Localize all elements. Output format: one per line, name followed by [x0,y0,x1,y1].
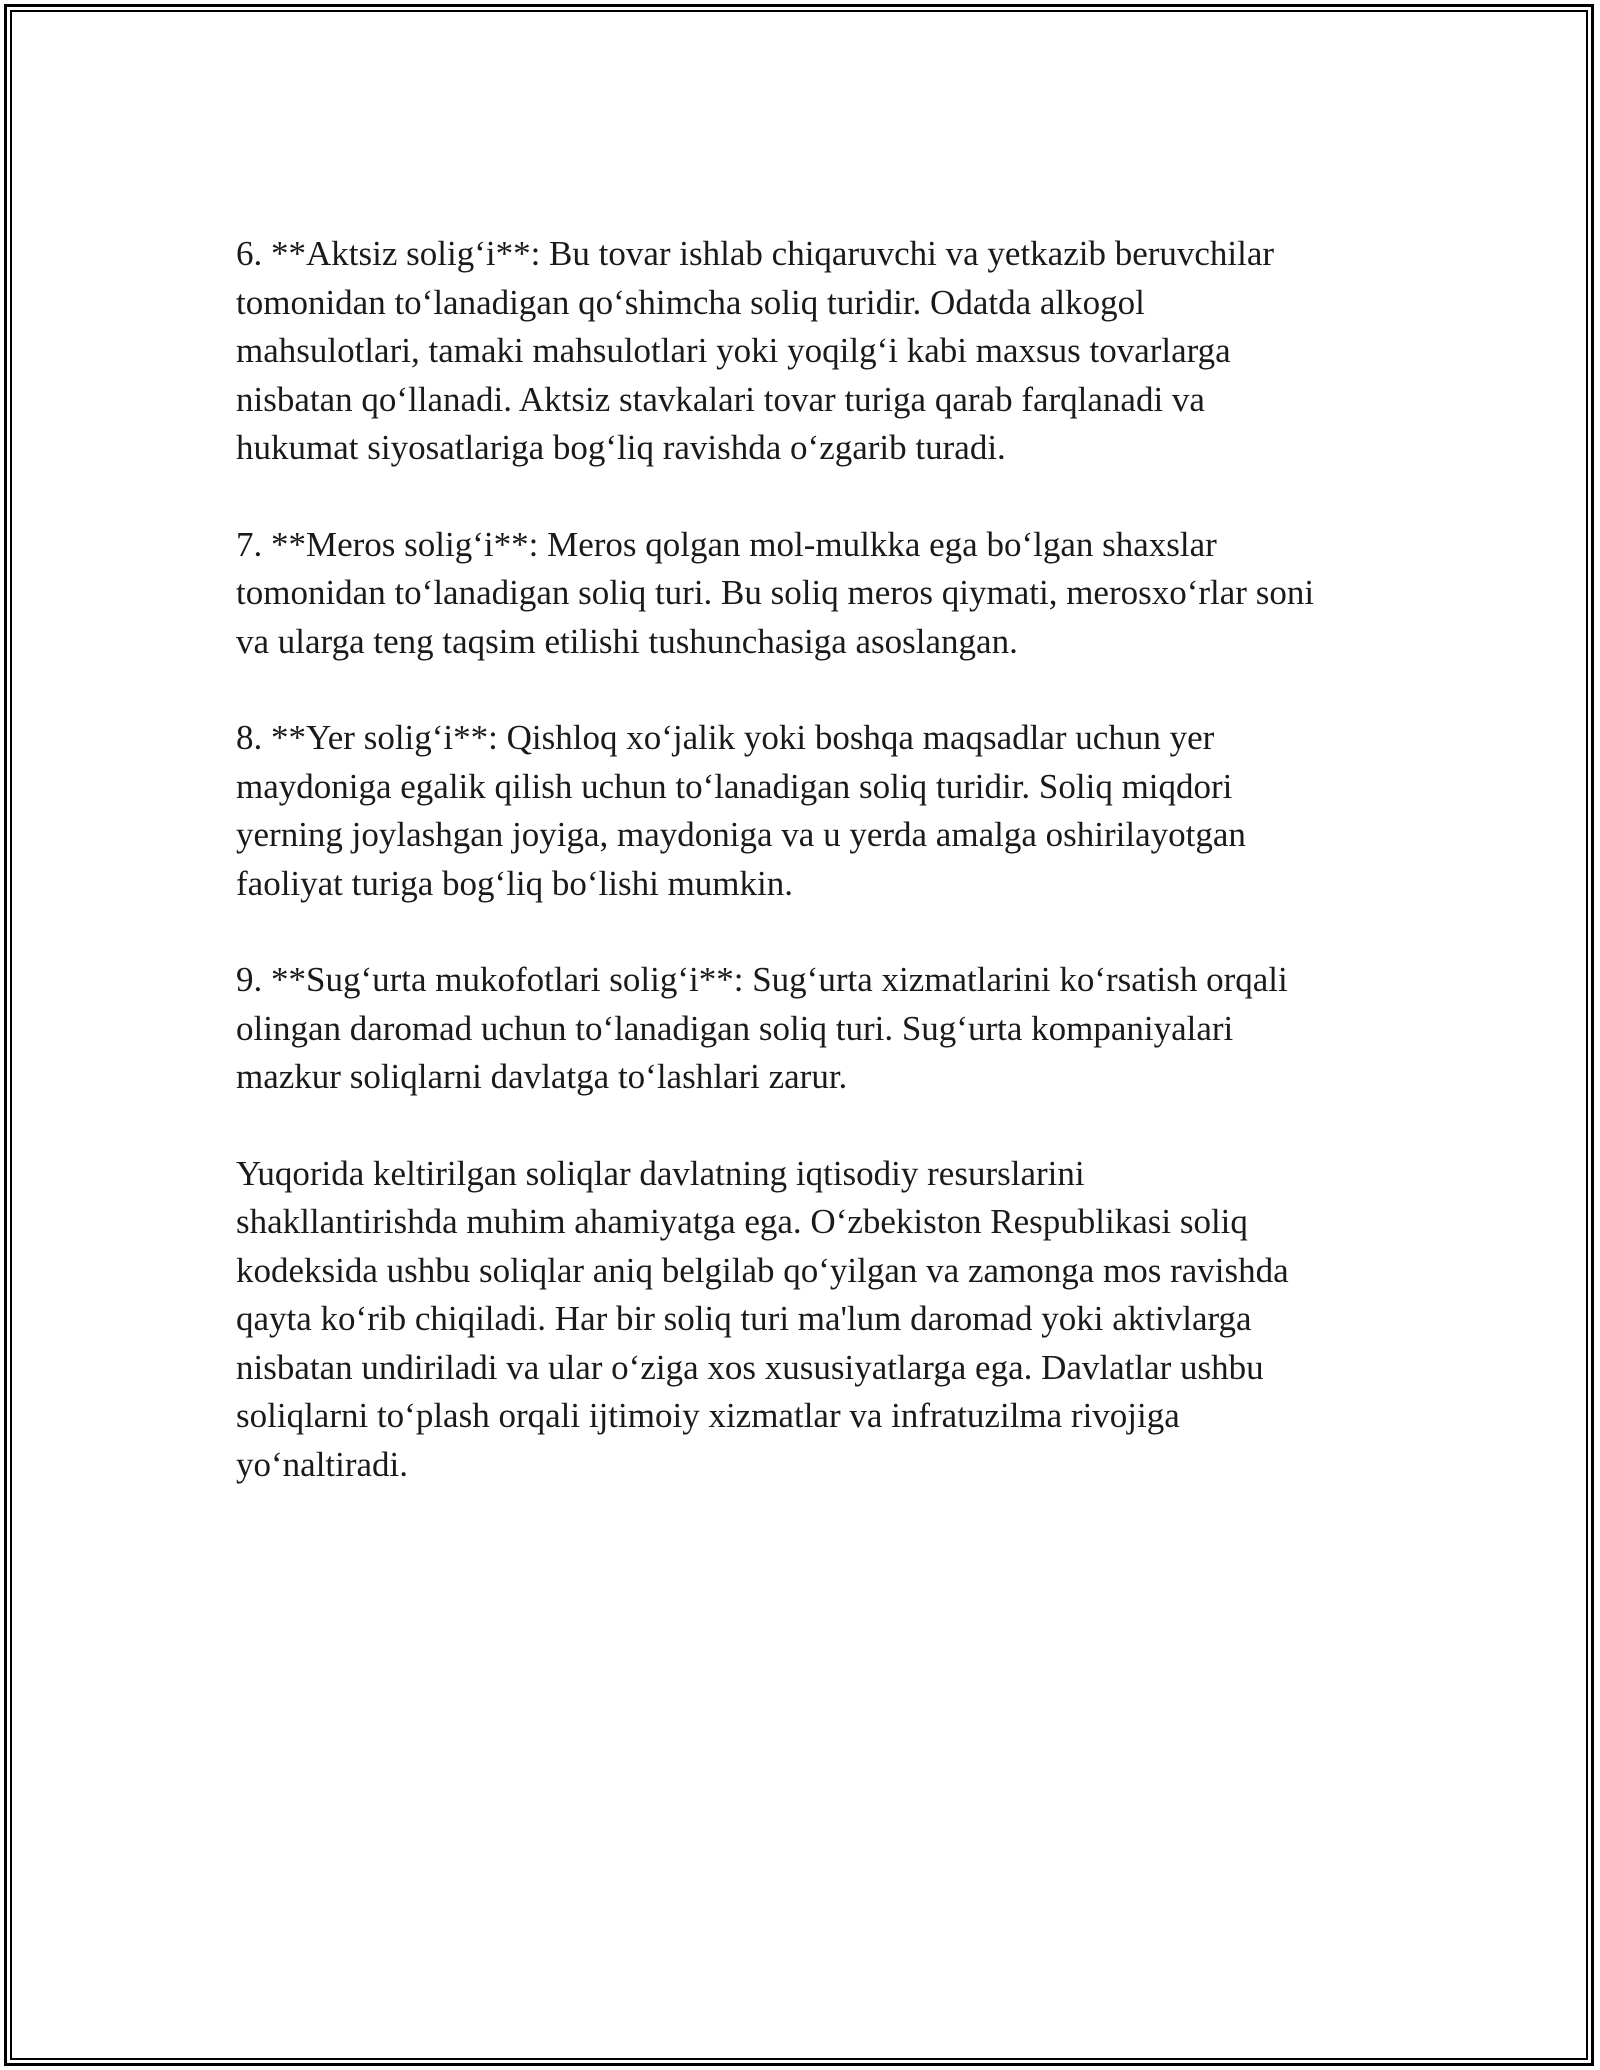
text-line: soliqlarni to‘plash orqali ijtimoiy xizmatlar va infratuzilma rivojiga [236,1396,1180,1435]
text-line: maydoniga egalik qilish uchun to‘lanadigan soliq turidir. Soliq miqdori [236,766,1233,806]
text-line: olingan daromad uchun to‘lanadigan soliq turi. Sug‘urta kompaniyalari [236,1008,1234,1048]
text-line: qayta ko‘rib chiqiladi. Har bir soliq turi ma'lum daromad yoki aktivlarga [236,1299,1252,1338]
text-line: nisbatan undiriladi va ular o‘ziga xos xususiyatlarga ega. Davlatlar ushbu [236,1347,1264,1387]
paragraph-aktsiz-soligi [236,230,1376,473]
text-line: 8. **Yer solig‘i**: Qishloq xo‘jalik yoki boshqa maqsadlar uchun yer [236,718,1215,757]
text-line: faoliyat turiga bog‘liq bo‘lishi mumkin. [236,863,794,903]
text-line: mazkur soliqlarni davlatga to‘lashlari zarur. [236,1057,848,1096]
text-line: mahsulotlari, tamaki mahsulotlari yoki yoqilg‘i kabi maxsus tovarlarga [236,331,1231,370]
text-line: shakllantirishda muhim ahamiyatga ega. O‘zbekiston Respublikasi soliq [236,1202,1248,1241]
text-line: tomonidan to‘lanadigan qo‘shimcha soliq turidir. Odatda alkogol [236,282,1145,322]
text-line: 7. **Meros solig‘i**: Meros qolgan mol-mulkka ega bo‘lgan shaxslar [236,524,1217,564]
paragraph-sugurta-soligi [236,956,1376,1102]
text-line: 6. **Aktsiz solig‘i**: Bu tovar ishlab chiqaruvchi va yetkazib beruvchilar [236,234,1275,273]
paragraph-meros-soligi [236,521,1376,667]
text-line: va ularga teng taqsim etilishi tushunchasiga asoslangan. [236,621,1018,661]
text-line: nisbatan qo‘llanadi. Aktsiz stavkalari tovar turiga qarab farqlanadi va [236,379,1205,419]
text-line: kodeksida ushbu soliqlar aniq belgilab qo‘yilgan va zamonga mos ravishda [236,1250,1289,1290]
text-line: hukumat siyosatlariga bog‘liq ravishda o‘zgarib turadi. [236,428,1006,467]
text-line: yo‘naltiradi. [236,1444,409,1484]
text-line: Yuqorida keltirilgan soliqlar davlatning iqtisodiy resurslarini [236,1153,1085,1193]
document-body [236,230,1376,1489]
text-line: 9. **Sug‘urta mukofotlari solig‘i**: Sug‘urta xizmatlarini ko‘rsatish orqali [236,960,1288,999]
paragraph-yer-soligi [236,714,1376,908]
text-line: yerning joylashgan joyiga, maydoniga va u yerda amalga oshirilayotgan [236,815,1246,854]
paragraph-xulosa [236,1150,1376,1490]
text-line: tomonidan to‘lanadigan soliq turi. Bu soliq meros qiymati, merosxo‘rlar soni [236,573,1315,612]
